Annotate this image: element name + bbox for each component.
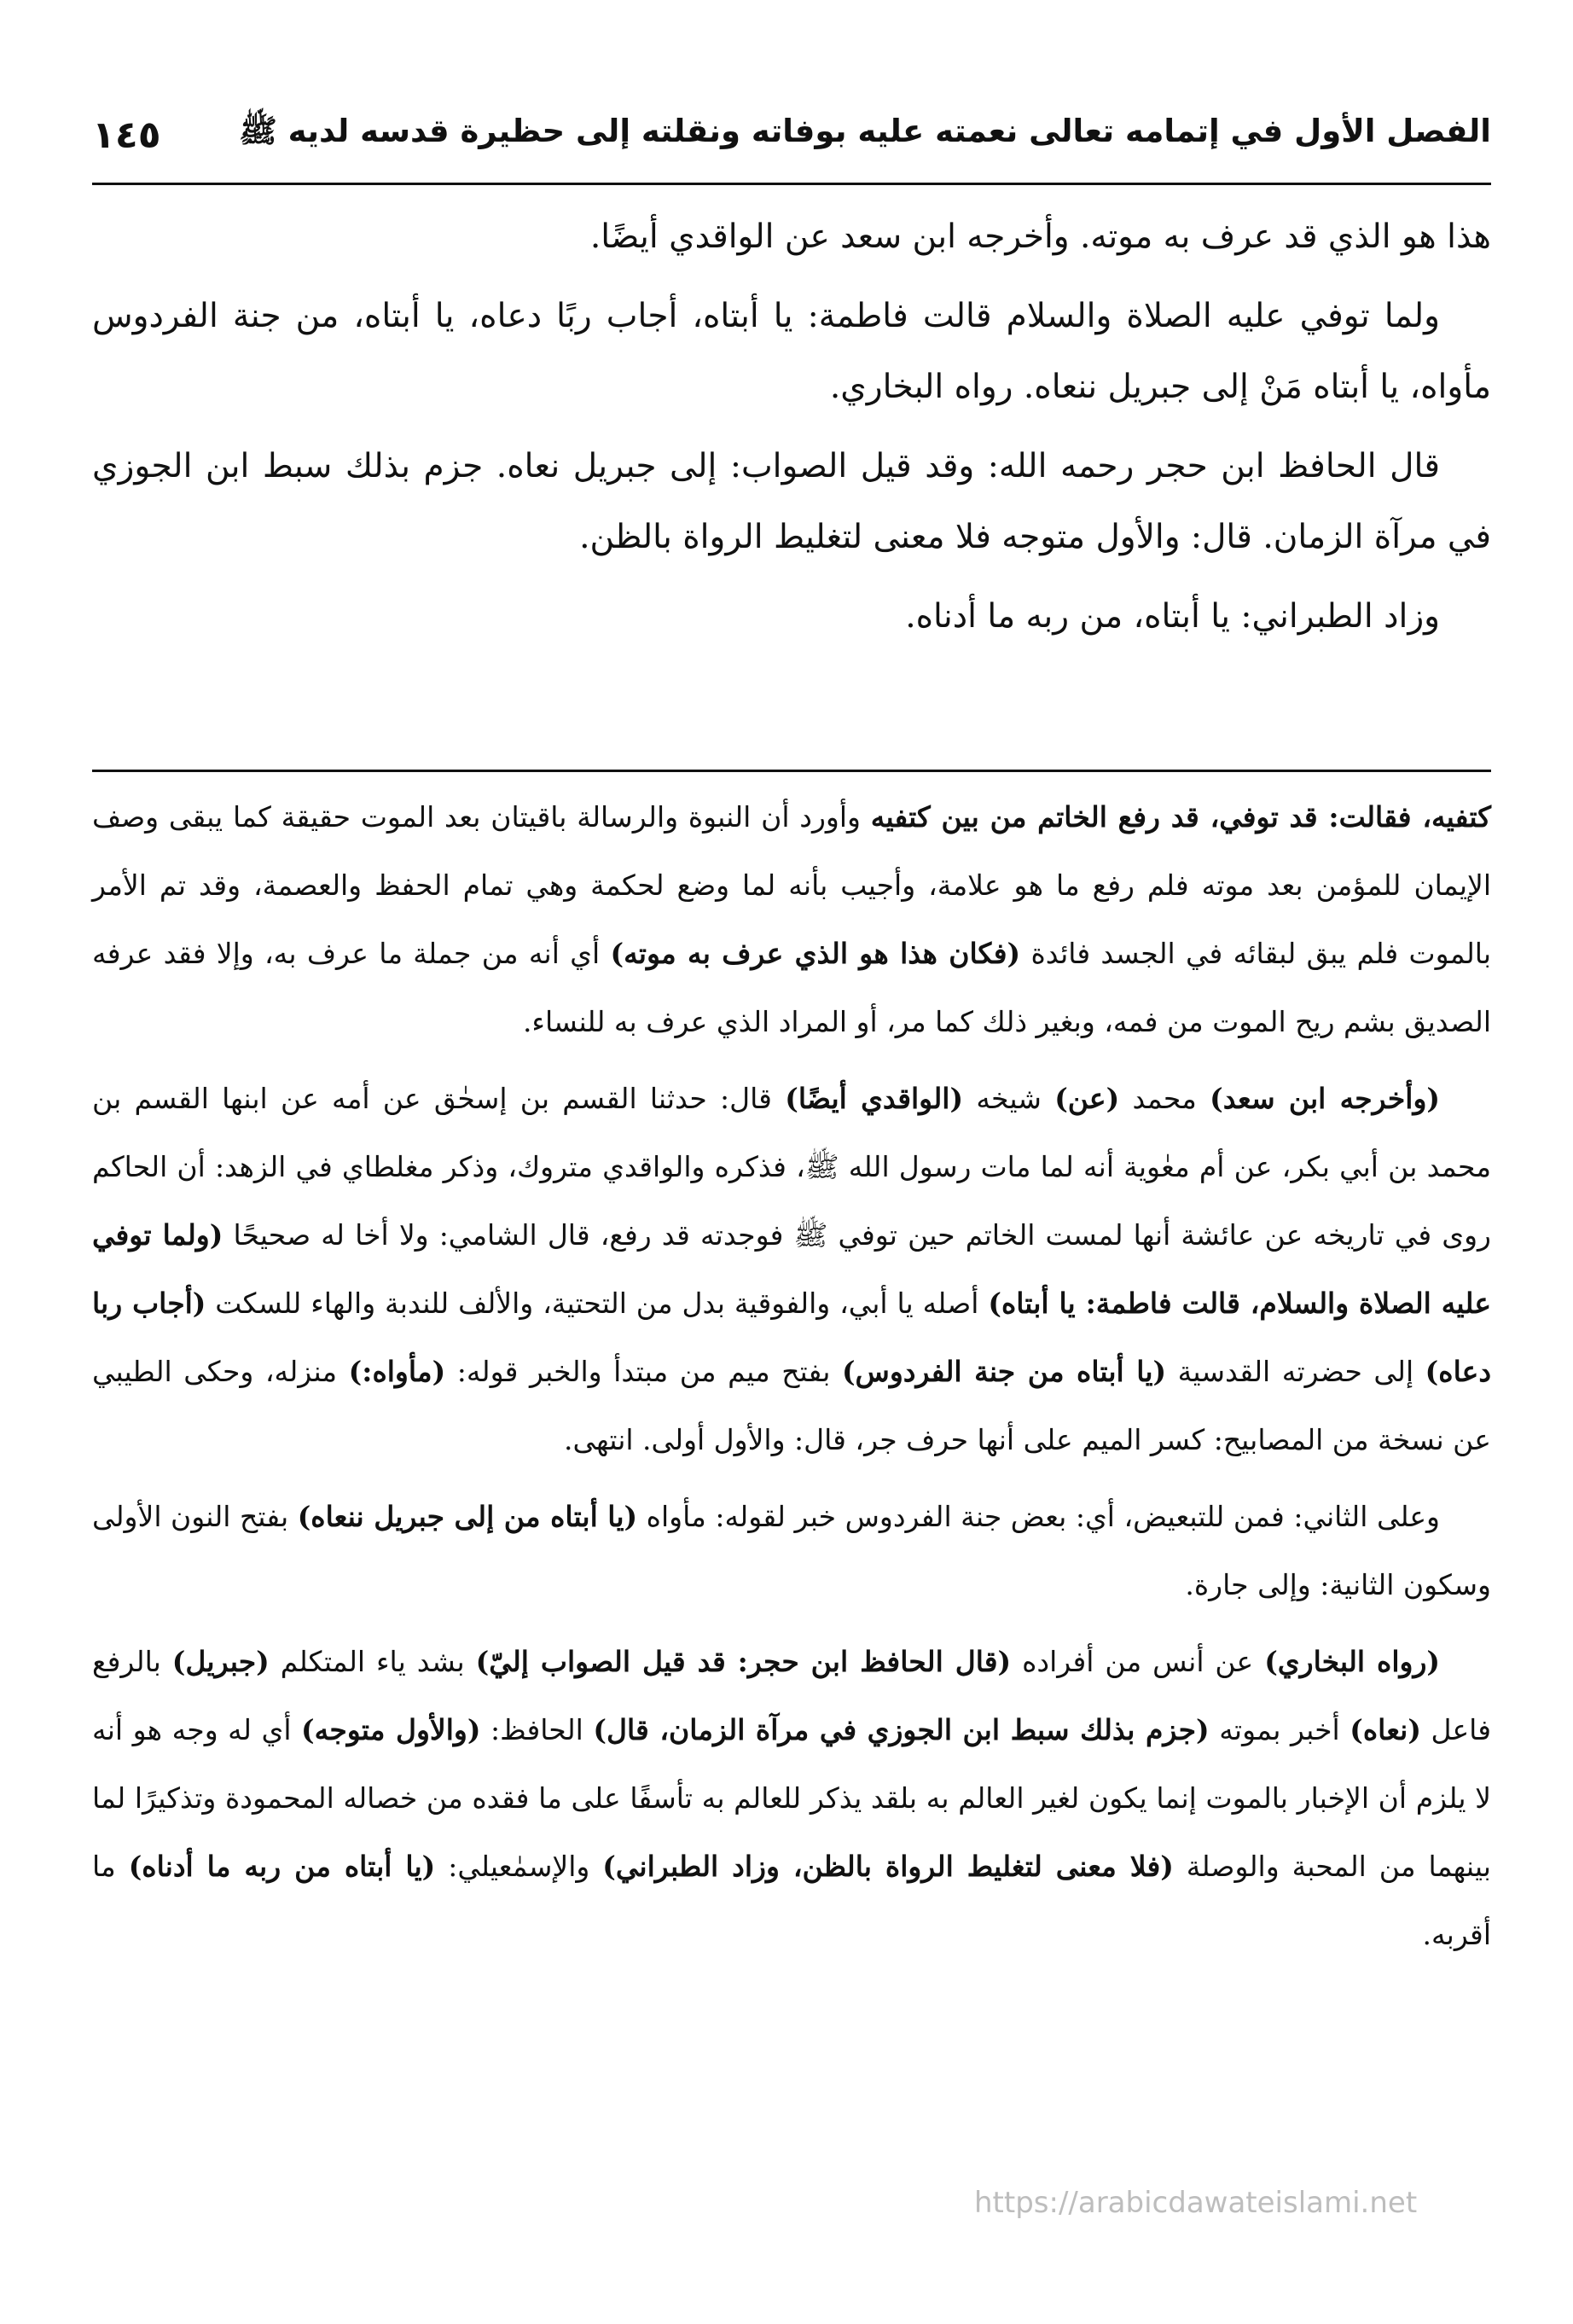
explanation-text: وأورد أن النبوة والرسالة باقيتان بعد الموت حقيقة كما يبقى وصف الإيمان للمؤمن بعد موته فلم رفع ما هو علامة، وأجيب بأنه لما وضع لحكمة وهي تمام الحفظ والعصمة، وقد تم الأمر بالموت فلم يبق لبقائه في الجسد فائدة: [92, 800, 1492, 970]
explanation-text: أي أنه من جملة ما عرف به، وإلا فقد عرفه الصديق بشم ريح الموت من فمه، وبغير ذلك كما مر، أو المراد الذي عرف به للنساء.: [92, 937, 1491, 1038]
quoted-text: (وأخرجه ابن سعد): [1210, 1082, 1441, 1115]
quoted-text: (والأول متوجه): [301, 1713, 481, 1746]
quoted-text: (ولما توفي عليه الصلاة والسلام، قالت فاطمة: يا أبتاه): [92, 1218, 1492, 1320]
explanation-text: ما أقربه.: [92, 1850, 1491, 1951]
explanation-text: الحافظ:: [480, 1713, 594, 1746]
main-text: [92, 201, 1491, 660]
explanation-text: شيخه: [963, 1082, 1055, 1115]
explanation-text: عن أنس من أفراده: [1011, 1645, 1265, 1678]
main-paragraph: هذا هو الذي قد عرف به موته. وأخرجه ابن سعد عن الواقدي أيضًا.: [589, 218, 1491, 256]
main-paragraph: وزاد الطبراني: يا أبتاه، من ربه ما أدناه.: [905, 597, 1440, 636]
explanation-text: وعلى الثاني: فمن للتبعيض، أي: بعض جنة الفردوس خبر لقوله: مأواه: [637, 1500, 1440, 1533]
commentary-paragraph: [92, 1628, 1491, 1969]
watermark-url: https://arabicdawateislami.net: [974, 2186, 1418, 2220]
quoted-text: (رواه البخاري): [1264, 1645, 1440, 1678]
quoted-text: (نعاه): [1350, 1713, 1421, 1746]
explanation-text: أصله يا أبي، والفوقية بدل من التحتية، والألف للندبة والهاء للسكت: [206, 1287, 989, 1320]
quoted-text: (يا أبتاه من إلى جبريل ننعاه): [297, 1500, 638, 1533]
commentary-divider: [92, 770, 1491, 772]
explanation-text: بفتح ميم من مبتدأ والخبر قوله:: [445, 1355, 842, 1388]
explanation-text: قال: حدثنا القسم بن إسحٰق عن أمه عن ابنها القسم بن محمد بن أبي بكر، عن أم معٰوية أنه لما مات رسول الله ﷺ، فذكره والواقدي متروك، وذكر مغلطاي في الزهد: أن الحاكم روى في تاريخه عن عائشة أنها لمست الخاتم حين توفي ﷺ فوجدته قد رفع، قال الشامي: ولا أخا له صحيحًا: [92, 1082, 1491, 1252]
quoted-text: (يا أبتاه من جنة الفردوس): [841, 1355, 1167, 1388]
explanation-text: بفتح النون الأولى وسكون الثانية: وإلى جارة.: [92, 1500, 1491, 1601]
quoted-text: كتفيه، فقالت: قد توفي، قد رفع الخاتم من بين كتفيه: [870, 800, 1492, 834]
quoted-text: (يا أبتاه من ربه ما أدناه): [128, 1850, 436, 1883]
quoted-text: (مأواه:): [348, 1355, 446, 1388]
commentary-paragraph: [92, 1483, 1491, 1619]
explanation-text: منزله، وحكى الطيبي عن نسخة من المصابيح: كسر الميم على أنها حرف جر، قال: والأول أولى. انتهى.: [92, 1355, 1491, 1456]
main-paragraph: قال الحافظ ابن حجر رحمه الله: وقد قيل الصواب: إلى جبريل نعاه. جزم بذلك سبط ابن الجوزي في مرآة الزمان. قال: والأول متوجه فلا معنى لتغليط الرواة بالظن.: [92, 447, 1491, 556]
explanation-text: بالرفع فاعل: [92, 1645, 1492, 1746]
quoted-text: (عن): [1054, 1082, 1120, 1115]
explanation-text: بشد ياء المتكلم: [269, 1645, 476, 1678]
quoted-text: (الواقدي أيضًا): [785, 1082, 964, 1115]
running-title: الفصل الأول في إتمامه تعالى نعمته عليه بوفاته ونقلته إلى حظيرة قدسه لديه ﷺ: [239, 113, 1491, 149]
explanation-text: والإسمٰعيلي:: [435, 1850, 603, 1883]
explanation-text: محمد: [1119, 1082, 1210, 1115]
quoted-text: (فكان هذا هو الذي عرف به موته): [610, 937, 1021, 970]
commentary-paragraph: [92, 783, 1491, 1056]
quoted-text: (جزم بذلك سبط ابن الجوزي في مرآة الزمان، قال): [593, 1713, 1210, 1746]
quoted-text: (قال الحافظ ابن حجر: قد قيل الصواب إليّ): [475, 1645, 1012, 1678]
explanation-text: أي له وجه هو أنه لا يلزم أن الإخبار بالموت إنما يكون لغير العالم به بلقد يذكر للعالم به تأسفًا على ما فقده من خصاله المحمودة وتذكيرًا لما بينهما من المحبة والوصلة: [92, 1713, 1491, 1883]
commentary-paragraph: [92, 1065, 1491, 1474]
explanation-text: أخبر بموته: [1209, 1713, 1350, 1746]
explanation-text: إلى حضرته القدسية: [1166, 1355, 1425, 1388]
commentary-text: [92, 783, 1491, 1978]
header-rule: [92, 183, 1491, 185]
quoted-text: (فلا معنى لتغليط الرواة بالظن، وزاد الطبراني): [602, 1850, 1174, 1883]
page-number: ١٤٥: [92, 113, 161, 157]
quoted-text: (جبريل): [171, 1645, 270, 1678]
main-paragraph: ولما توفي عليه الصلاة والسلام قالت فاطمة: يا أبتاه، أجاب ربًا دعاه، يا أبتاه، من جنة الفردوس مأواه، يا أبتاه مَنْ إلى جبريل ننعاه. رواه البخاري.: [92, 297, 1491, 406]
page-header: [92, 101, 1491, 169]
quoted-text: (أجاب ربا دعاه): [92, 1287, 1492, 1388]
